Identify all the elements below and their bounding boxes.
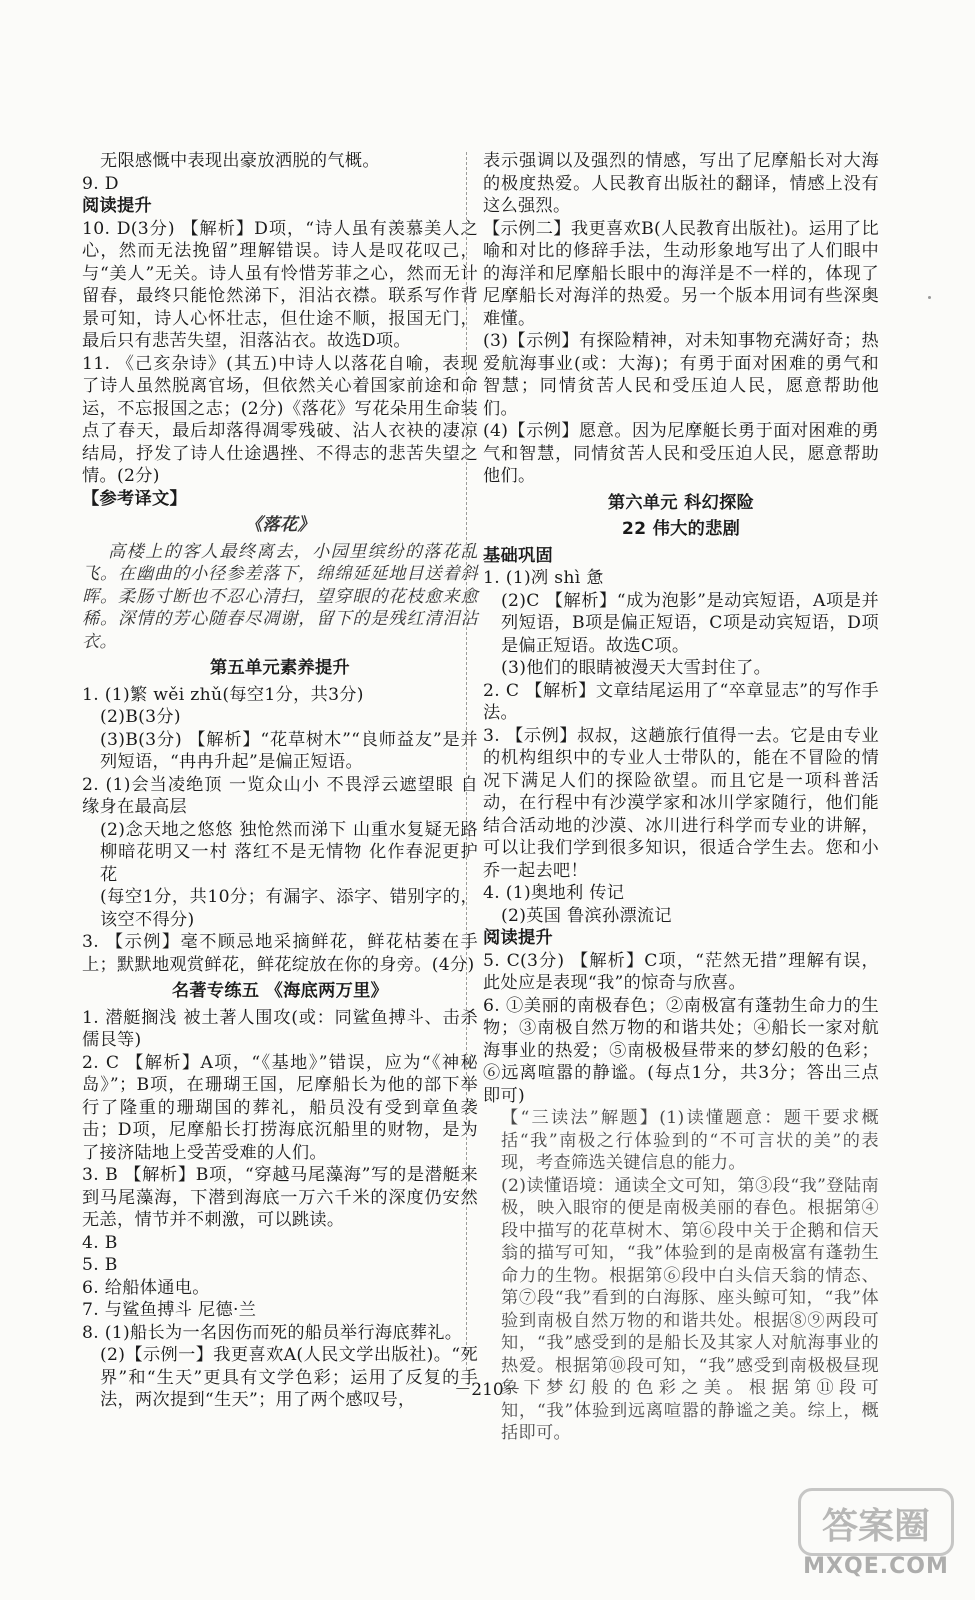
right-paragraph: 2. C 【解析】文章结尾运用了“卒章显志”的写作手法。 [483, 680, 879, 723]
left-paragraph: 无限感慨中表现出豪放洒脱的气概。 [100, 151, 380, 171]
right-column [483, 150, 879, 1445]
right-paragraph: 4. (1)奥地利 传记 [483, 883, 625, 903]
right-paragraph: 6. ①美丽的南极春色；②南极富有蓬勃生命力的生物；③南极自然万物的和谐共处；④船长一家对航海事业的热爱；⑤南极极昼带来的梦幻般的色彩；⑥远离喧嚣的静谧。(每点1分，共3分；答出三点即可) [483, 995, 879, 1106]
left-paragraph: 11. 《己亥杂诗》(其五)中诗人以落花自喻，表现了诗人虽然脱离官场，但依然关心着国家前途和命运，不忘报国之志；(2分)《落花》写花朵用生命装点了春天，最后却落得凋零残破、沾人衣袂的凄凉结局，抒发了诗人仕途遇挫、不得志的悲苦失望之情。(2分) [82, 353, 478, 486]
left-paragraph: 【参考译文】 [82, 488, 187, 509]
left-paragraph: (3)B(3分) 【解析】“花草树木”“良师益友”是并列短语，“冉冉升起”是偏正短语。 [100, 729, 478, 772]
right-paragraph: (4)【示例】愿意。因为尼摩艇长勇于面对困难的勇气和智慧，同情贫苦人民和受压迫人民，愿意帮助他们。 [483, 421, 879, 486]
page-number: －210－ [454, 1380, 521, 1400]
left-paragraph: 1. 潜艇搁浅 被土著人围攻(或：同鲨鱼搏斗、击杀儒艮等) [82, 1007, 478, 1050]
left-paragraph: 2. (1)会当凌绝顶 一览众山小 不畏浮云遮望眼 自缘身在最高层 [82, 774, 478, 817]
right-paragraph: 1. (1)冽 shì 惫 [483, 568, 604, 588]
stray-dot [928, 296, 931, 299]
left-paragraph: 6. 给船体通电。 [82, 1277, 210, 1298]
right-paragraph: 第六单元 科幻探险 [607, 492, 755, 513]
right-paragraph: 阅读提升 [483, 928, 553, 948]
right-paragraph: (3)他们的眼睛被漫天大雪封住了。 [501, 658, 772, 678]
right-paragraph: (2)英国 鲁滨孙漂流记 [501, 905, 672, 926]
left-column [82, 150, 478, 1412]
right-paragraph: 基础巩固 [483, 545, 553, 566]
left-paragraph: (2)【示例一】我更喜欢A(人民文学出版社)。“死界”和“生天”更具有文学色彩；运用了反复的手法，两次提到“生天”；用了两个感叹号， [100, 1345, 478, 1410]
left-paragraph: (2)念天地之悠悠 独怆然而涕下 山重水复疑无路 柳暗花明又一村 落红不是无情物 化作春泥更护花 [100, 819, 478, 885]
left-paragraph: 10. D(3分) 【解析】D项，“诗人虽有羡慕美人之心，然而无法挽留”理解错误。诗人是叹花叹己，与“美人”无关。诗人虽有怜惜芳菲之心，然而无计留春，最终只能怆然涕下，泪沾衣襟。联系写作背景可知，诗人心怀壮志，但仕途不顺，报国无门，最后只有悲苦失望，泪落沾衣。故选D项。 [82, 218, 478, 351]
left-paragraph: 1. (1)繁 wěi zhǔ(每空1分，共3分) [82, 684, 364, 705]
right-paragraph: 【“三读法”解题】(1)读懂题意：题干要求概括“我”南极之行体验到的“不可言状的美”的表现，考查筛选关键信息的能力。 [501, 1108, 879, 1173]
right-paragraph: (3)【示例】有探险精神，对未知事物充满好奇；热爱航海事业(或：大海)；有勇于面对困难的勇气和智慧；同情贫苦人民和受压迫人民，愿意帮助他们。 [483, 331, 879, 419]
watermark-url: MXQE.COM [803, 1554, 949, 1579]
left-paragraph: 5. B [82, 1255, 118, 1275]
left-paragraph: 高楼上的客人最终离去，小园里缤纷的落花乱飞。在幽曲的小径参差落下，绵绵延延地目送着斜晖。柔肠寸断也不忍心清扫，望穿眼的花枝愈来愈稀。深情的芳心随春尽凋谢，留下的是残红清泪沾衣。 [82, 541, 478, 652]
left-paragraph: 9. D [82, 173, 119, 194]
right-paragraph: 22 伟大的悲剧 [621, 519, 741, 539]
left-paragraph: 3. 【示例】毫不顾忌地采摘鲜花，鲜花枯萎在手上；默默地观赏鲜花，鲜花绽放在你的身旁。(4分) [82, 932, 478, 975]
left-paragraph: 8. (1)船长为一名因伤而死的船员举行海底葬礼。 [82, 1322, 463, 1343]
watermark-logo [798, 1488, 958, 1588]
left-paragraph: 2. C 【解析】A项，“《基地》”错误，应为“《神秘岛》”；B项，在珊瑚王国，尼摩船长为他的部下举行了隆重的珊瑚国的葬礼，船员没有受到章鱼袭击；D项，尼摩船长打捞海底沉船里的财物，是为了接济陆地上受苦受难的人们。 [82, 1052, 478, 1163]
right-paragraph: 3. 【示例】叔叔，这趟旅行值得一去。它是由专业的机构组织中的专业人士带队的，能在不冒险的情况下满足人们的探险欲望。而且它是一项科普活动，在行程中有沙漠学家和冰川学家随行，他们能结合活动地的沙漠、冰川进行科学而专业的讲解，可以让我们学到很多知识，很适合学生去。您和小乔一起去吧！ [483, 725, 879, 881]
right-paragraph: (2)C 【解析】“成为泡影”是动宾短语，A项是并列短语，B项是偏正短语，C项是动宾短语，D项是偏正短语。故选C项。 [501, 590, 879, 656]
watermark-text: 答案圈 [821, 1506, 930, 1547]
left-paragraph: 3. B 【解析】B项，“穿越马尾藻海”写的是潜艇来到马尾藻海，下潜到海底一万六千米的深度仍安然无恙，情节并不刺激，可以跳读。 [82, 1165, 478, 1230]
left-paragraph: (每空1分，共10分；有漏字、添字、错别字的，该空不得分) [100, 887, 478, 930]
right-paragraph: 5. C(3分) 【解析】C项，“茫然无措”理解有误，此处应是表现“我”的惊奇与欣喜。 [483, 950, 879, 993]
left-paragraph: (2)B(3分) [100, 707, 181, 727]
right-paragraph: 表示强调以及强烈的情感，写出了尼摩船长对大海的极度热爱。人民教育出版社的翻译，情感上没有这么强烈。 [483, 151, 879, 216]
column-divider [466, 152, 467, 1370]
left-paragraph: 阅读提升 [82, 196, 152, 216]
right-paragraph: 【示例二】我更喜欢B(人民教育出版社)。运用了比喻和对比的修辞手法，生动形象地写出了人们眼中的海洋和尼摩船长眼中的海洋是不一样的，体现了尼摩船长对海洋的热爱。另一个版本用词有些深奥难懂。 [483, 218, 879, 329]
left-paragraph: 7. 与鲨鱼搏斗 尼德·兰 [82, 1300, 257, 1320]
left-paragraph: 《落花》 [245, 515, 315, 535]
left-paragraph: 4. B [82, 1232, 118, 1253]
left-paragraph: 第五单元素养提升 [210, 658, 350, 678]
left-paragraph: 名著专练五 《海底两万里》 [171, 981, 389, 1001]
right-paragraph: (2)读懂语境：通读全文可知，第③段“我”登陆南极，映入眼帘的便是南极美丽的春色。根据第④段中描写的花草树木、第⑥段中关于企鹅和信天翁的描写可知，“我”体验到的是南极富有蓬勃生命力的生物。根据第⑥段中白头信天翁的情态、第⑦段“我”看到的白海豚、座头鲸可知，“我”体验到南极自然万物的和谐共处。根据⑧⑨两段可知，“我”感受到的是船长及其家人对航海事业的热爱。根据第⑩段可知，“我”感受到南极极昼现象下梦幻般的色彩之美。根据第⑪段可知，“我”体验到远离喧嚣的静谧之美。综上，概括即可。 [501, 1175, 879, 1443]
